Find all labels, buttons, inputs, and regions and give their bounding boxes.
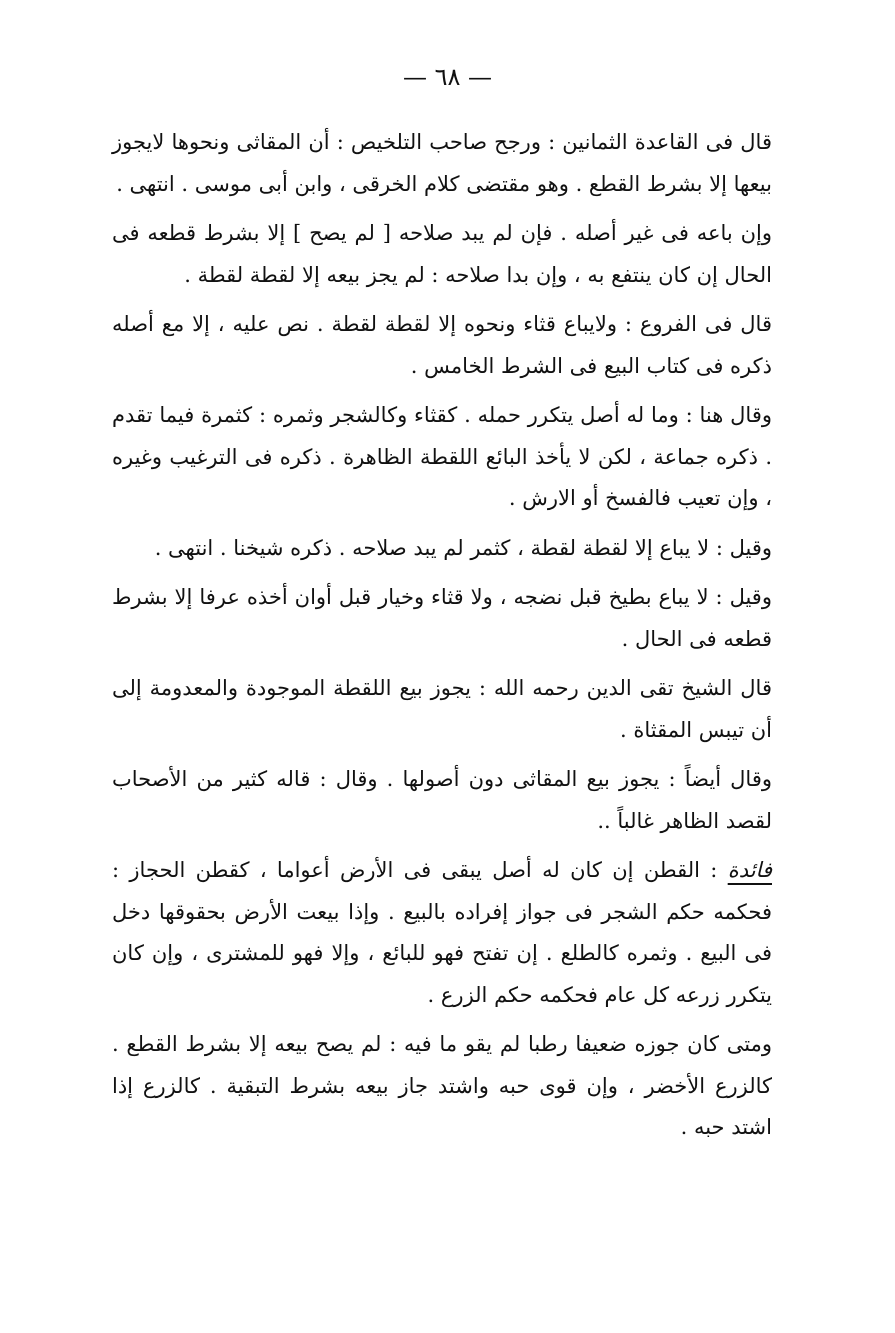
paragraph-text: : القطن إن كان له أصل يبقى فى الأرض أعواما ، كقطن الحجاز : فحكمه حكم الشجر فى جواز إفراده بالبيع . وإذا بيعت الأرض بحقوقها دخل فى البيع . وثمره كالطلع . إن تفتح فهو للبائع ، وإلا فهو للمشترى ، وإن كان يتكرر زرعه كل عام فحكمه حكم الزرع .: [112, 858, 772, 1007]
paragraph-text: قال الشيخ تقى الدين رحمه الله : يجوز بيع اللقطة الموجودة والمعدومة إلى أن تيبس المقثاة .: [112, 676, 772, 742]
paragraph-text: قال فى الفروع : ولايباع قثاء ونحوه إلا لقطة لقطة . نص عليه ، إلا مع أصله ذكره فى كتاب البيع فى الشرط الخامس .: [112, 312, 772, 378]
paragraph: [112, 759, 772, 842]
paragraph: [112, 577, 772, 660]
paragraph-text: وقيل : لا يباع بطيخ قبل نضجه ، ولا قثاء وخيار قبل أوان أخذه عرفا إلا بشرط قطعه فى الحال .: [112, 585, 772, 651]
paragraph-text: وقال هنا : وما له أصل يتكرر حمله . كقثاء وكالشجر وثمره : كثمرة فيما تقدم . ذكره جماعة ، لكن لا يأخذ البائع اللقطة الظاهرة . ذكره فى الترغيب وغيره ، وإن تعيب فالفسخ أو الارش .: [112, 403, 772, 510]
paragraph: [112, 528, 772, 570]
paragraph-text: وإن باعه فى غير أصله . فإن لم يبد صلاحه [ لم يصح ] إلا بشرط قطعه فى الحال إن كان ينتفع به ، وإن بدا صلاحه : لم يجز بيعه إلا لقطة لقطة .: [112, 221, 772, 287]
body-text: [112, 122, 772, 1157]
paragraph: [112, 668, 772, 751]
paragraph-text: وقيل : لا يباع إلا لقطة لقطة ، كثمر لم يبد صلاحه . ذكره شيخنا . انتهى .: [154, 535, 772, 560]
paragraph: [112, 213, 772, 296]
paragraph: [112, 304, 772, 387]
paragraph: [112, 1024, 772, 1149]
page-number: — ٦٨ —: [402, 63, 493, 91]
paragraph-text: وقال أيضاً : يجوز بيع المقاثى دون أصولها . وقال : قاله كثير من الأصحاب لقصد الظاهر غالباً ..: [112, 767, 772, 833]
paragraph: [112, 395, 772, 520]
paragraph-text: ومتى كان جوزه ضعيفا رطبا لم يقو ما فيه : لم يصح بيعه إلا بشرط القطع . كالزرع الأخضر ، وإن قوى حبه واشتد جاز بيعه بشرط التبقية . كالزرع إذا اشتد حبه .: [112, 1032, 772, 1139]
paragraph-lead-word: فائدة: [727, 858, 772, 882]
paragraph: [112, 850, 772, 1016]
paragraph-text: قال فى القاعدة الثمانين : ورجح صاحب التلخيص : أن المقاثى ونحوها لايجوز بيعها إلا بشرط القطع . وهو مقتضى كلام الخرقى ، وابن أبى موسى . انتهى .: [112, 130, 772, 196]
paragraph: [112, 122, 772, 205]
